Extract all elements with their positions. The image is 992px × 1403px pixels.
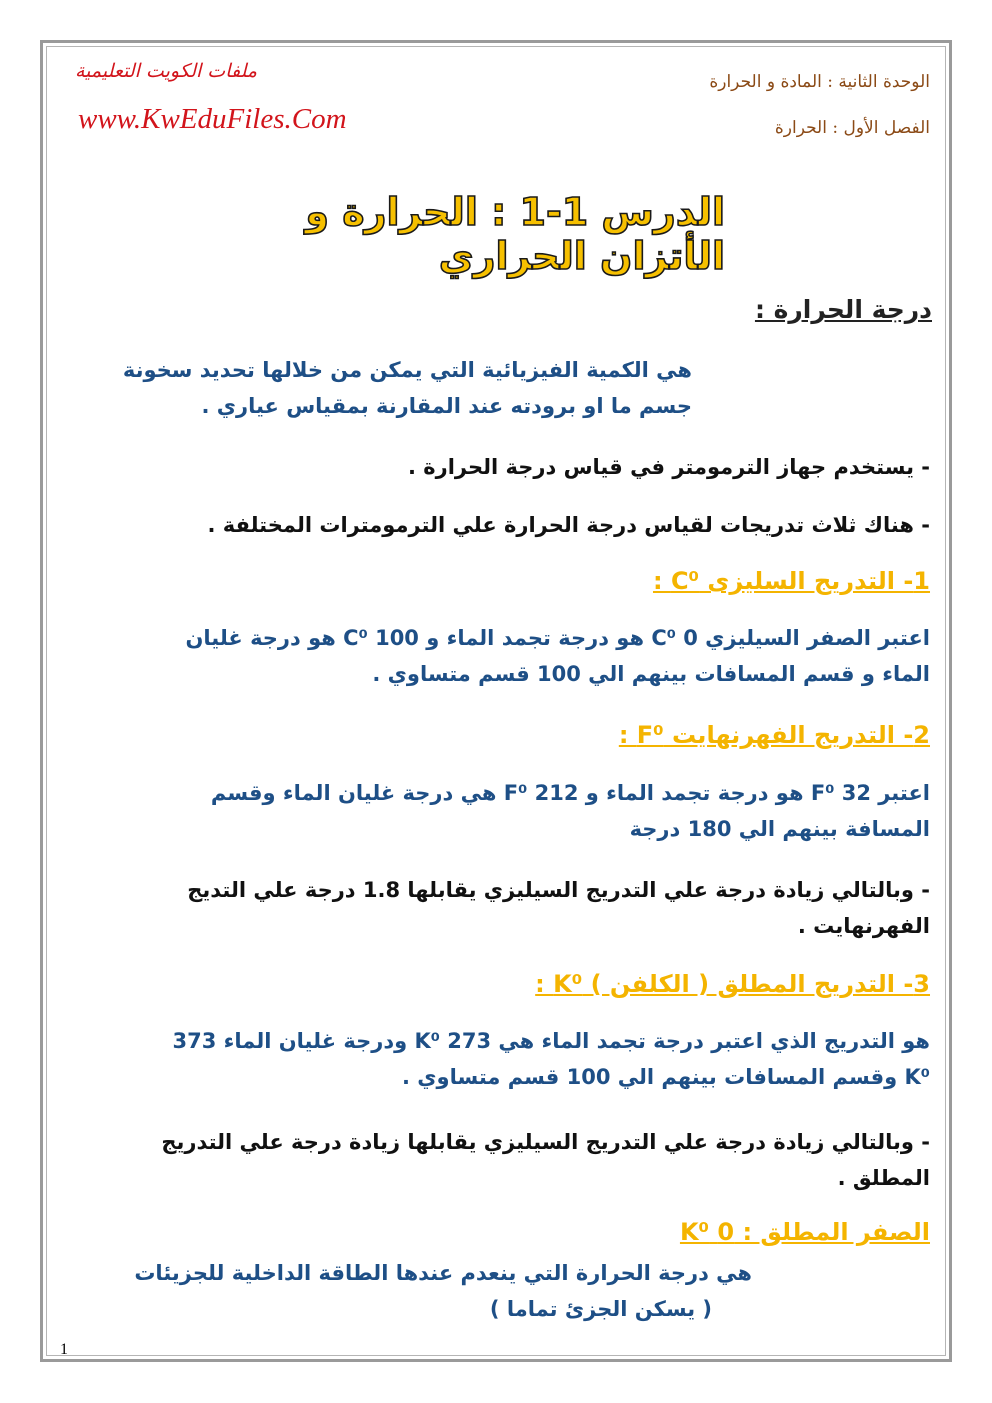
celsius-line: اعتبر الصفر السيليزي 0 C⁰ هو درجة تجمد الماء و 100 C⁰ هو درجة غليان (185, 626, 930, 650)
kelvin-heading: 3- التدريج المطلق ( الكلفن ) K⁰ : (535, 970, 930, 998)
unit-label: الوحدة الثانية : المادة و الحرارة (709, 72, 930, 92)
absolute-zero-text (72, 1255, 752, 1327)
site-url[interactable]: www.KwEduFiles.Com (78, 103, 347, 135)
absolute-zero-line: ( يسكن الجزئ تماما ) (489, 1297, 712, 1321)
bullet-thermometer: - يستخدم جهاز الترمومتر في قياس درجة الحرارة . (407, 455, 930, 479)
lesson-title (270, 190, 725, 278)
absolute-zero-line: هي درجة الحرارة التي ينعدم عندها الطاقة الداخلية للجزيئات (134, 1261, 752, 1285)
kelvin-note (70, 1124, 930, 1196)
fahrenheit-text (70, 775, 930, 847)
fahrenheit-note-line: الفهرنهايت . (797, 914, 930, 938)
celsius-heading: 1- التدريج السليزى C⁰ : (652, 567, 930, 595)
definition (102, 352, 692, 424)
kelvin-line: K⁰ وقسم المسافات بينهم الي 100 قسم متساوي . (401, 1065, 930, 1089)
fahrenheit-note (70, 872, 930, 944)
site-name: ملفات الكويت التعليمية (75, 60, 258, 82)
fahrenheit-note-line: - وبالتالي زيادة درجة علي التدريج السيليزي يقابلها 1.8 درجة علي التديج (187, 878, 930, 902)
kelvin-note-line: المطلق . (837, 1166, 930, 1190)
page-number: 1 (60, 1341, 68, 1358)
celsius-text (70, 620, 930, 692)
fahrenheit-line: اعتبر 32 F⁰ هو درجة تجمد الماء و 212 F⁰ هي درجة غليان الماء وقسم (210, 781, 930, 805)
absolute-zero-heading: الصفر المطلق : 0 K⁰ (679, 1218, 930, 1246)
kelvin-note-line: - وبالتالي زيادة درجة علي التدريج السيليزي يقابلها زيادة درجة علي التدريج (161, 1130, 930, 1154)
fahrenheit-heading: 2- التدريج الفهرنهايت F⁰ : (618, 721, 930, 749)
definition-line: جسم ما او برودته عند المقارنة بمقياس عياري . (201, 394, 692, 418)
kelvin-line: هو التدريج الذي اعتبر درجة تجمد الماء هي 273 K⁰ ودرجة غليان الماء 373 (172, 1029, 930, 1053)
bullet-scales: - هناك ثلاث تدريجات لقياس درجة الحرارة علي الترمومترات المختلفة . (207, 513, 930, 537)
fahrenheit-line: المسافة بينهم الي 180 درجة (629, 817, 930, 841)
kelvin-text (70, 1023, 930, 1095)
definition-line: هي الكمية الفيزيائية التي يمكن من خلالها تحديد سخونة (122, 358, 692, 382)
celsius-line: الماء و قسم المسافات بينهم الي 100 قسم متساوي . (372, 662, 930, 686)
lesson-title-text: الدرس 1-1 : الحرارة و الأتزان الحراري (305, 190, 725, 278)
chapter-label: الفصل الأول : الحرارة (774, 118, 930, 138)
section-title: درجة الحرارة : (754, 295, 932, 324)
